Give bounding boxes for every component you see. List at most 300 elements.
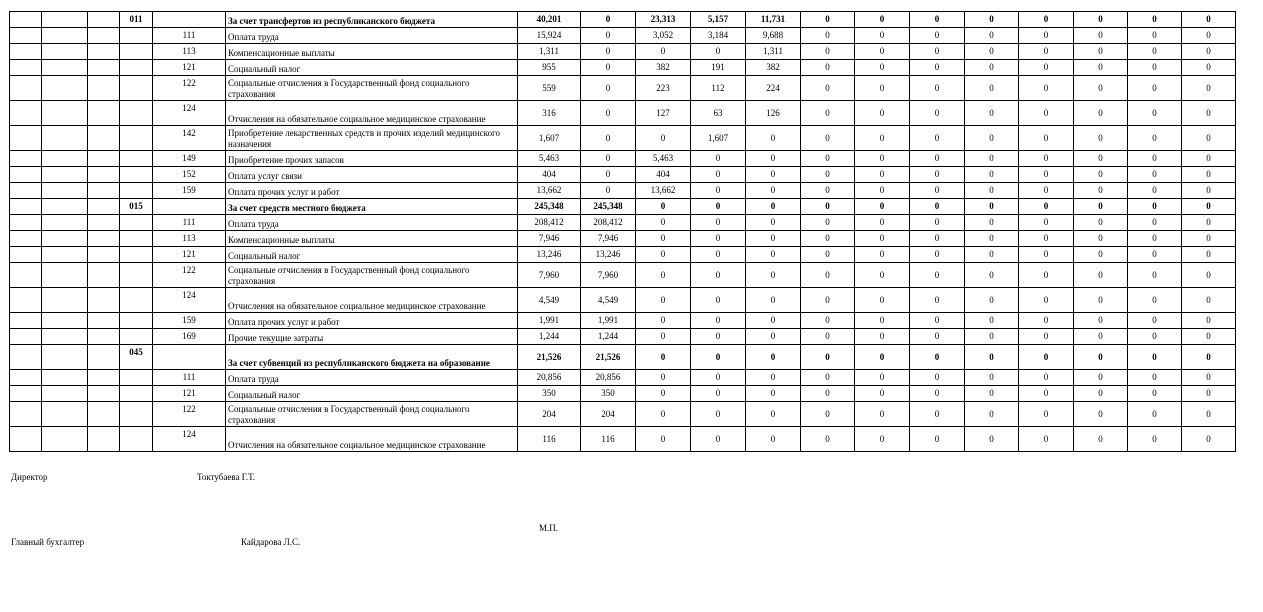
item-name-cell: Оплата труда [226, 370, 518, 386]
value-cell: 4,549 [581, 288, 636, 313]
value-cell: 0 [1128, 44, 1182, 60]
value-cell: 3,184 [691, 28, 746, 44]
value-cell: 0 [636, 44, 691, 60]
value-cell: 1,607 [691, 126, 746, 151]
value-cell: 0 [965, 231, 1019, 247]
value-cell: 0 [855, 167, 910, 183]
value-cell: 0 [581, 76, 636, 101]
chief-accountant-title: Главный бухгалтер [11, 537, 85, 547]
value-cell: 0 [965, 215, 1019, 231]
value-cell: 0 [965, 183, 1019, 199]
empty-cell [88, 167, 120, 183]
value-cell: 0 [636, 329, 691, 345]
value-cell: 0 [691, 427, 746, 452]
specifics-code-cell [153, 12, 226, 28]
value-cell: 0 [691, 215, 746, 231]
total-value-cell: 1,244 [518, 329, 581, 345]
chief-accountant-name: Кайдарова Л.С. [241, 537, 301, 547]
value-cell: 0 [581, 167, 636, 183]
value-cell: 0 [691, 199, 746, 215]
value-cell: 0 [1182, 427, 1236, 452]
empty-cell [10, 44, 42, 60]
value-cell: 0 [1019, 247, 1074, 263]
value-cell: 0 [965, 427, 1019, 452]
value-cell: 0 [910, 345, 965, 370]
value-cell: 0 [636, 313, 691, 329]
item-name-cell: Оплата труда [226, 215, 518, 231]
table-row [10, 76, 1236, 101]
program-code-cell [120, 247, 153, 263]
empty-cell [42, 386, 88, 402]
program-code-cell [120, 126, 153, 151]
total-value-cell: 13,246 [518, 247, 581, 263]
value-cell: 0 [910, 329, 965, 345]
value-cell: 0 [855, 370, 910, 386]
empty-cell [42, 199, 88, 215]
value-cell: 0 [1074, 313, 1128, 329]
empty-cell [42, 76, 88, 101]
value-cell: 0 [801, 288, 855, 313]
value-cell: 0 [801, 313, 855, 329]
empty-cell [42, 231, 88, 247]
empty-cell [42, 345, 88, 370]
value-cell: 0 [1074, 183, 1128, 199]
value-cell: 0 [1128, 427, 1182, 452]
value-cell: 0 [581, 101, 636, 126]
total-value-cell: 15,924 [518, 28, 581, 44]
item-name-cell: Отчисления на обязательное социальное медицинское страхование [226, 101, 518, 126]
empty-cell [88, 231, 120, 247]
value-cell: 208,412 [581, 215, 636, 231]
value-cell: 0 [965, 151, 1019, 167]
value-cell: 0 [1019, 101, 1074, 126]
value-cell: 0 [855, 386, 910, 402]
specifics-code-cell: 159 [153, 183, 226, 199]
value-cell: 13,662 [636, 183, 691, 199]
item-name-cell: За счет субвенций из республиканского бюджета на образование [226, 345, 518, 370]
value-cell: 0 [1128, 313, 1182, 329]
specifics-code-cell: 111 [153, 370, 226, 386]
value-cell: 0 [581, 28, 636, 44]
value-cell: 0 [965, 101, 1019, 126]
table-row [10, 231, 1236, 247]
value-cell: 0 [1074, 60, 1128, 76]
item-name-cell: Оплата услуг связи [226, 167, 518, 183]
value-cell: 5,157 [691, 12, 746, 28]
value-cell: 0 [855, 215, 910, 231]
empty-cell [88, 199, 120, 215]
item-name-cell: За счет трансфертов из республиканского бюджета [226, 12, 518, 28]
empty-cell [10, 126, 42, 151]
value-cell: 0 [1074, 427, 1128, 452]
empty-cell [42, 151, 88, 167]
value-cell: 0 [746, 370, 801, 386]
total-value-cell: 13,662 [518, 183, 581, 199]
value-cell: 0 [1182, 345, 1236, 370]
value-cell: 23,313 [636, 12, 691, 28]
specifics-code-cell: 111 [153, 28, 226, 44]
value-cell: 0 [1128, 329, 1182, 345]
total-value-cell: 245,348 [518, 199, 581, 215]
table-row [10, 313, 1236, 329]
value-cell: 0 [746, 313, 801, 329]
value-cell: 0 [910, 199, 965, 215]
value-cell: 0 [1019, 329, 1074, 345]
value-cell: 0 [801, 151, 855, 167]
value-cell: 0 [965, 76, 1019, 101]
specifics-code-cell: 122 [153, 76, 226, 101]
item-name-cell: Приобретение прочих запасов [226, 151, 518, 167]
item-name-cell: Прочие текущие затраты [226, 329, 518, 345]
value-cell: 0 [801, 76, 855, 101]
specifics-code-cell [153, 199, 226, 215]
empty-cell [10, 101, 42, 126]
value-cell: 0 [581, 44, 636, 60]
value-cell: 5,463 [636, 151, 691, 167]
value-cell: 0 [746, 263, 801, 288]
value-cell: 21,526 [581, 345, 636, 370]
total-value-cell: 40,201 [518, 12, 581, 28]
value-cell: 0 [801, 231, 855, 247]
item-name-cell: Отчисления на обязательное социальное медицинское страхование [226, 427, 518, 452]
value-cell: 0 [1019, 60, 1074, 76]
empty-cell [88, 427, 120, 452]
value-cell: 0 [801, 12, 855, 28]
value-cell: 0 [691, 313, 746, 329]
value-cell: 0 [1019, 345, 1074, 370]
value-cell: 0 [746, 345, 801, 370]
value-cell: 0 [1074, 28, 1128, 44]
table-row [10, 151, 1236, 167]
value-cell: 0 [855, 12, 910, 28]
value-cell: 126 [746, 101, 801, 126]
value-cell: 13,246 [581, 247, 636, 263]
value-cell: 0 [1019, 288, 1074, 313]
table-row [10, 386, 1236, 402]
empty-cell [42, 28, 88, 44]
value-cell: 0 [1019, 76, 1074, 101]
empty-cell [10, 313, 42, 329]
total-value-cell: 204 [518, 402, 581, 427]
value-cell: 0 [801, 247, 855, 263]
value-cell: 0 [855, 402, 910, 427]
value-cell: 0 [746, 167, 801, 183]
item-name-cell: Отчисления на обязательное социальное медицинское страхование [226, 288, 518, 313]
total-value-cell: 559 [518, 76, 581, 101]
empty-cell [10, 215, 42, 231]
value-cell: 223 [636, 76, 691, 101]
value-cell: 0 [855, 199, 910, 215]
value-cell: 382 [636, 60, 691, 76]
value-cell: 0 [1182, 329, 1236, 345]
value-cell: 0 [910, 215, 965, 231]
value-cell: 1,311 [746, 44, 801, 60]
value-cell: 0 [636, 427, 691, 452]
value-cell: 0 [1128, 370, 1182, 386]
program-code-cell [120, 386, 153, 402]
program-code-cell [120, 427, 153, 452]
empty-cell [10, 76, 42, 101]
total-value-cell: 116 [518, 427, 581, 452]
empty-cell [42, 167, 88, 183]
value-cell: 0 [636, 231, 691, 247]
value-cell: 0 [1182, 370, 1236, 386]
specifics-code-cell: 169 [153, 329, 226, 345]
value-cell: 0 [746, 288, 801, 313]
value-cell: 0 [1128, 402, 1182, 427]
value-cell: 0 [855, 126, 910, 151]
value-cell: 0 [1128, 288, 1182, 313]
item-name-cell: Социальные отчисления в Государственный фонд социального страхования [226, 263, 518, 288]
specifics-code-cell: 124 [153, 427, 226, 452]
value-cell: 0 [1074, 126, 1128, 151]
value-cell: 0 [746, 231, 801, 247]
program-code-cell [120, 60, 153, 76]
empty-cell [88, 101, 120, 126]
value-cell: 0 [1128, 60, 1182, 76]
value-cell: 0 [910, 370, 965, 386]
total-value-cell: 7,946 [518, 231, 581, 247]
value-cell: 0 [910, 386, 965, 402]
value-cell: 0 [581, 12, 636, 28]
value-cell: 0 [1019, 313, 1074, 329]
specifics-code-cell: 121 [153, 60, 226, 76]
empty-cell [10, 183, 42, 199]
value-cell: 0 [1128, 76, 1182, 101]
item-name-cell: Приобретение лекарственных средств и прочих изделий медицинского назначения [226, 126, 518, 151]
empty-cell [10, 427, 42, 452]
value-cell: 0 [1074, 329, 1128, 345]
program-code-cell [120, 263, 153, 288]
value-cell: 0 [910, 402, 965, 427]
table-row [10, 183, 1236, 199]
total-value-cell: 5,463 [518, 151, 581, 167]
table-row [10, 402, 1236, 427]
value-cell: 0 [1128, 231, 1182, 247]
value-cell: 0 [965, 60, 1019, 76]
specifics-code-cell: 124 [153, 288, 226, 313]
value-cell: 0 [1128, 386, 1182, 402]
value-cell: 0 [1182, 263, 1236, 288]
value-cell: 0 [910, 288, 965, 313]
value-cell: 0 [691, 183, 746, 199]
specifics-code-cell: 124 [153, 101, 226, 126]
value-cell: 0 [1019, 370, 1074, 386]
value-cell: 0 [1182, 60, 1236, 76]
value-cell: 0 [1019, 199, 1074, 215]
value-cell: 0 [801, 215, 855, 231]
empty-cell [42, 60, 88, 76]
empty-cell [42, 263, 88, 288]
value-cell: 0 [965, 386, 1019, 402]
value-cell: 0 [691, 263, 746, 288]
item-name-cell: Социальные отчисления в Государственный фонд социального страхования [226, 402, 518, 427]
total-value-cell: 7,960 [518, 263, 581, 288]
program-code-cell [120, 28, 153, 44]
value-cell: 0 [1019, 402, 1074, 427]
empty-cell [10, 370, 42, 386]
specifics-code-cell: 122 [153, 402, 226, 427]
program-code-cell: 045 [120, 345, 153, 370]
value-cell: 0 [1128, 167, 1182, 183]
program-code-cell [120, 402, 153, 427]
value-cell: 0 [1182, 231, 1236, 247]
empty-cell [42, 215, 88, 231]
value-cell: 0 [801, 199, 855, 215]
value-cell: 0 [581, 60, 636, 76]
value-cell: 0 [855, 288, 910, 313]
empty-cell [88, 370, 120, 386]
empty-cell [88, 247, 120, 263]
table-row [10, 126, 1236, 151]
value-cell: 0 [1128, 247, 1182, 263]
value-cell: 0 [855, 44, 910, 60]
program-code-cell [120, 44, 153, 60]
value-cell: 0 [581, 126, 636, 151]
value-cell: 0 [746, 329, 801, 345]
empty-cell [10, 151, 42, 167]
item-name-cell: Социальный налог [226, 386, 518, 402]
value-cell: 382 [746, 60, 801, 76]
empty-cell [88, 44, 120, 60]
value-cell: 0 [1019, 263, 1074, 288]
value-cell: 0 [1182, 12, 1236, 28]
table-row [10, 329, 1236, 345]
value-cell: 0 [801, 60, 855, 76]
value-cell: 0 [581, 151, 636, 167]
value-cell: 0 [801, 370, 855, 386]
value-cell: 0 [691, 345, 746, 370]
total-value-cell: 1,607 [518, 126, 581, 151]
value-cell: 0 [855, 313, 910, 329]
value-cell: 0 [1182, 28, 1236, 44]
value-cell: 0 [691, 370, 746, 386]
value-cell: 0 [910, 263, 965, 288]
value-cell: 0 [1074, 402, 1128, 427]
value-cell: 0 [1128, 126, 1182, 151]
program-code-cell [120, 313, 153, 329]
specifics-code-cell: 113 [153, 231, 226, 247]
value-cell: 0 [965, 329, 1019, 345]
value-cell: 0 [965, 313, 1019, 329]
empty-cell [88, 60, 120, 76]
value-cell: 0 [1128, 263, 1182, 288]
value-cell: 350 [581, 386, 636, 402]
total-value-cell: 1,311 [518, 44, 581, 60]
value-cell: 0 [801, 183, 855, 199]
empty-cell [42, 44, 88, 60]
value-cell: 0 [965, 167, 1019, 183]
item-name-cell: Компенсационные выплаты [226, 231, 518, 247]
value-cell: 0 [636, 345, 691, 370]
value-cell: 0 [910, 28, 965, 44]
director-name: Токтубаева Г.Т. [197, 472, 255, 482]
value-cell: 0 [965, 44, 1019, 60]
value-cell: 0 [1019, 12, 1074, 28]
value-cell: 0 [1182, 215, 1236, 231]
value-cell: 0 [1128, 12, 1182, 28]
value-cell: 112 [691, 76, 746, 101]
value-cell: 0 [965, 370, 1019, 386]
value-cell: 11,731 [746, 12, 801, 28]
value-cell: 204 [581, 402, 636, 427]
value-cell: 7,946 [581, 231, 636, 247]
value-cell: 0 [965, 263, 1019, 288]
value-cell: 0 [801, 402, 855, 427]
table-row [10, 345, 1236, 370]
value-cell: 0 [855, 231, 910, 247]
value-cell: 0 [801, 263, 855, 288]
total-value-cell: 316 [518, 101, 581, 126]
table-row [10, 101, 1236, 126]
value-cell: 0 [910, 151, 965, 167]
value-cell: 0 [1019, 231, 1074, 247]
value-cell: 0 [910, 101, 965, 126]
value-cell: 0 [1074, 101, 1128, 126]
table-row [10, 60, 1236, 76]
value-cell: 0 [1182, 126, 1236, 151]
value-cell: 0 [746, 151, 801, 167]
empty-cell [10, 60, 42, 76]
value-cell: 0 [1128, 199, 1182, 215]
table-row [10, 247, 1236, 263]
item-name-cell: Оплата труда [226, 28, 518, 44]
value-cell: 0 [855, 345, 910, 370]
value-cell: 245,348 [581, 199, 636, 215]
value-cell: 0 [636, 386, 691, 402]
value-cell: 0 [1182, 76, 1236, 101]
value-cell: 0 [1182, 151, 1236, 167]
empty-cell [10, 386, 42, 402]
empty-cell [10, 12, 42, 28]
value-cell: 0 [965, 345, 1019, 370]
value-cell: 0 [746, 183, 801, 199]
program-code-cell [120, 215, 153, 231]
value-cell: 0 [1128, 28, 1182, 44]
total-value-cell: 208,412 [518, 215, 581, 231]
table-row [10, 370, 1236, 386]
total-value-cell: 4,549 [518, 288, 581, 313]
total-value-cell: 404 [518, 167, 581, 183]
value-cell: 0 [1182, 44, 1236, 60]
value-cell: 0 [855, 329, 910, 345]
item-name-cell: Социальный налог [226, 247, 518, 263]
empty-cell [10, 402, 42, 427]
specifics-code-cell: 142 [153, 126, 226, 151]
program-code-cell [120, 167, 153, 183]
total-value-cell: 21,526 [518, 345, 581, 370]
value-cell: 0 [636, 247, 691, 263]
table-row [10, 288, 1236, 313]
value-cell: 0 [636, 370, 691, 386]
value-cell: 0 [1019, 215, 1074, 231]
value-cell: 0 [1074, 370, 1128, 386]
value-cell: 0 [1019, 183, 1074, 199]
value-cell: 1,991 [581, 313, 636, 329]
value-cell: 0 [1019, 28, 1074, 44]
value-cell: 0 [910, 427, 965, 452]
value-cell: 0 [801, 345, 855, 370]
budget-table [9, 11, 1236, 452]
director-title: Директор [11, 472, 48, 482]
table-row [10, 215, 1236, 231]
value-cell: 0 [910, 167, 965, 183]
value-cell: 0 [855, 101, 910, 126]
value-cell: 0 [910, 44, 965, 60]
total-value-cell: 20,856 [518, 370, 581, 386]
value-cell: 0 [1182, 167, 1236, 183]
value-cell: 0 [636, 288, 691, 313]
